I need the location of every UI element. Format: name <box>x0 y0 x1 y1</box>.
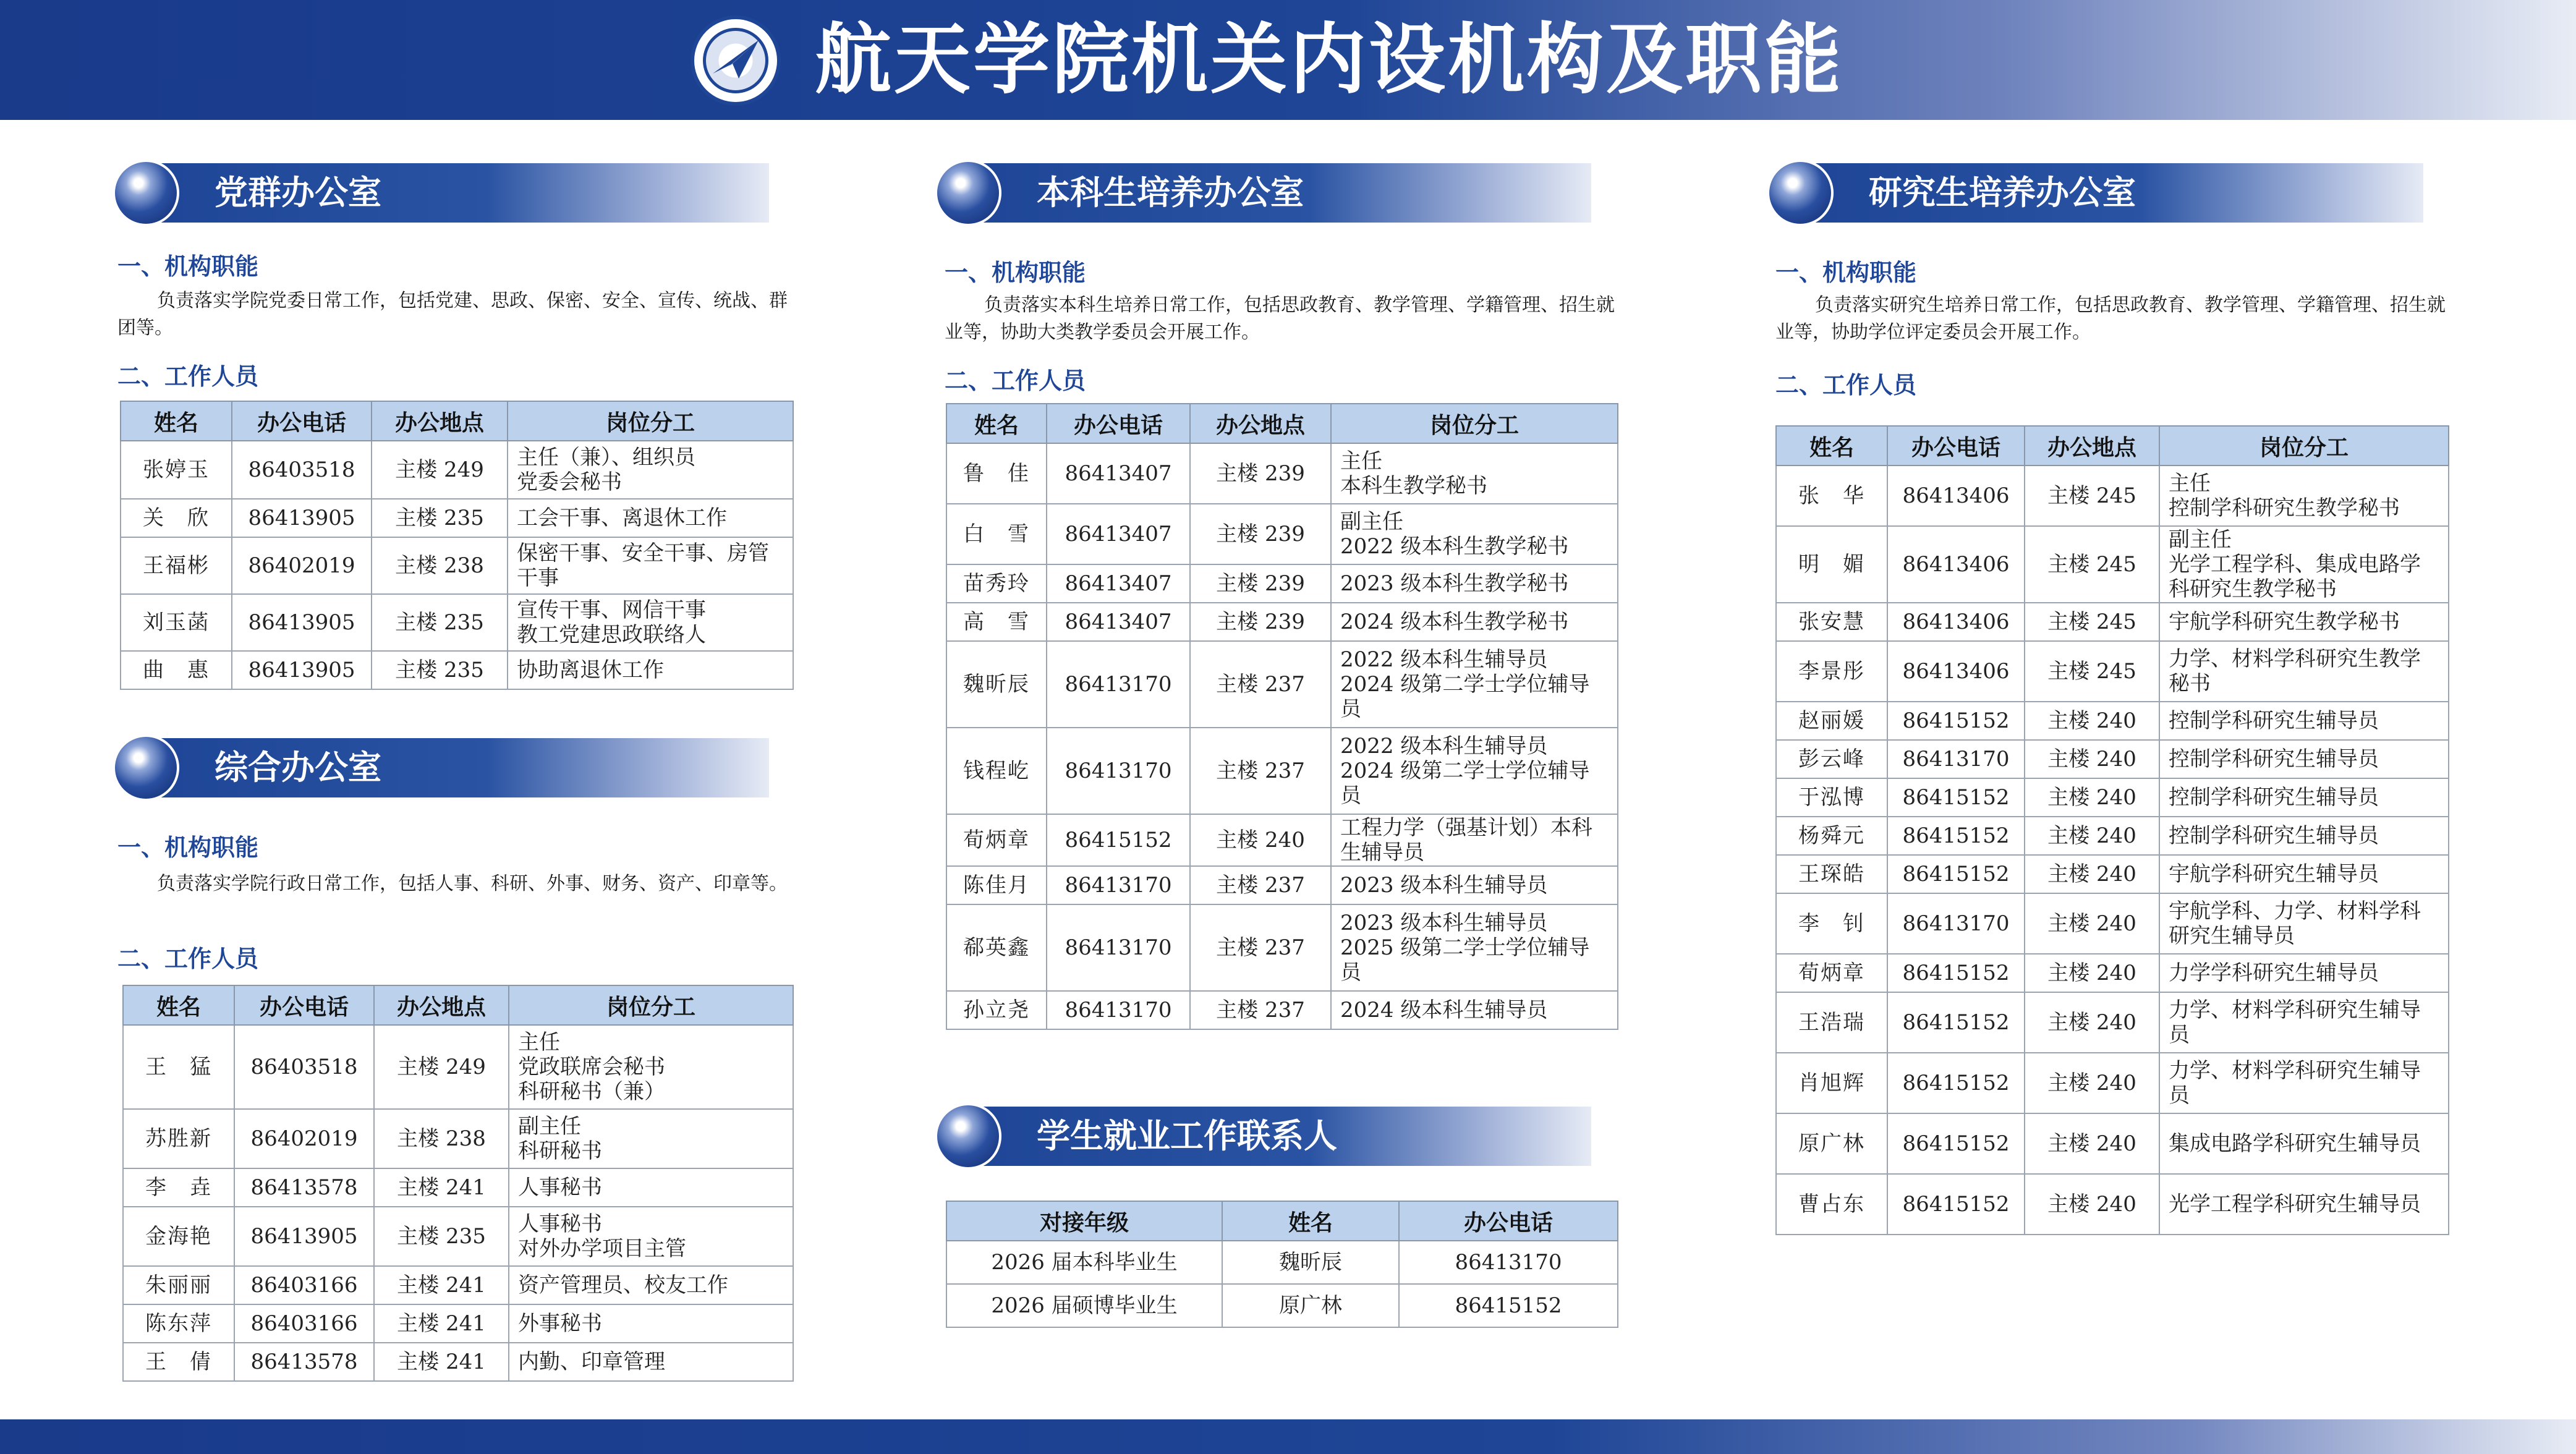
staff-table-general <box>122 985 794 1382</box>
table-row <box>1776 817 2449 855</box>
cell-name: 郗英鑫 <box>946 904 1047 991</box>
column-header: 办公电话 <box>1887 426 2025 466</box>
cell-phone: 86413905 <box>232 499 372 537</box>
column-header: 岗位分工 <box>508 401 793 441</box>
cell-room: 主楼 239 <box>1190 603 1331 641</box>
cell-duty: 2024 级本科生辅导员 <box>1331 991 1618 1029</box>
heading-function: 一、机构职能 <box>945 258 1086 286</box>
table-row <box>946 904 1618 991</box>
table-row <box>123 1025 793 1109</box>
cell-phone: 86413170 <box>1047 728 1190 814</box>
cell-name: 赵丽媛 <box>1776 702 1887 740</box>
cell-name: 荀炳章 <box>1776 954 1887 992</box>
cell-duty: 控制学科研究生辅导员 <box>2159 702 2449 740</box>
cell-duty: 2023 级本科生辅导员 <box>1331 866 1618 904</box>
column-header: 岗位分工 <box>1331 404 1618 443</box>
table-row <box>946 1284 1618 1327</box>
cell-name: 王 猛 <box>123 1025 234 1109</box>
cell-phone: 86402019 <box>232 537 372 594</box>
cell-name: 王浩瑞 <box>1776 992 1887 1053</box>
cell-duty: 宇航学科研究生教学秘书 <box>2159 603 2449 641</box>
cell-duty: 协助离退休工作 <box>508 651 793 689</box>
table-row <box>123 1168 793 1207</box>
cell-duty: 副主任 2022 级本科生教学秘书 <box>1331 504 1618 564</box>
table-row <box>121 651 793 689</box>
cell-room: 主楼 239 <box>1190 443 1331 504</box>
cell-phone: 86403518 <box>232 441 372 499</box>
cell-duty: 资产管理员、校友工作 <box>509 1266 793 1304</box>
cell-phone: 86413406 <box>1887 466 2025 526</box>
cell-name: 王 倩 <box>123 1343 234 1381</box>
table-row <box>123 1343 793 1381</box>
cell-room: 主楼 235 <box>372 651 508 689</box>
cell-phone: 86413170 <box>1887 740 2025 778</box>
cell-phone: 86413407 <box>1047 504 1190 564</box>
cell-room: 主楼 245 <box>2025 603 2159 641</box>
cell-duty: 内勤、印章管理 <box>509 1343 793 1381</box>
cell-room: 主楼 235 <box>372 499 508 537</box>
cell-name: 刘玉菡 <box>121 594 232 651</box>
cell-name: 高 雪 <box>946 603 1047 641</box>
cell-phone: 86413406 <box>1887 641 2025 702</box>
school-logo-icon <box>691 15 781 106</box>
cell-duty: 保密干事、安全干事、房管干事 <box>508 537 793 594</box>
table-row <box>946 728 1618 814</box>
cell-room: 主楼 245 <box>2025 466 2159 526</box>
table-row <box>946 603 1618 641</box>
table-row <box>1776 526 2449 603</box>
cell-name: 陈东萍 <box>123 1304 234 1343</box>
cell-phone: 86413407 <box>1047 443 1190 504</box>
staff-table-grad <box>1775 425 2449 1235</box>
cell-phone: 86403518 <box>234 1025 374 1109</box>
cell-duty: 副主任 科研秘书 <box>509 1109 793 1168</box>
table-row <box>1776 954 2449 992</box>
cell-room: 主楼 240 <box>1190 814 1331 866</box>
cell-duty: 人事秘书 <box>509 1168 793 1207</box>
cell-name: 张 华 <box>1776 466 1887 526</box>
table-row <box>123 1266 793 1304</box>
cell-name: 曹占东 <box>1776 1174 1887 1235</box>
cell-duty: 宇航学科、力学、材料学科研究生辅导员 <box>2159 893 2449 954</box>
heading-staff: 二、工作人员 <box>1775 371 1917 399</box>
function-text: 负责落实学院党委日常工作，包括党建、思政、保密、安全、宣传、统战、群团等。 <box>117 290 788 339</box>
cell-room: 主楼 249 <box>372 441 508 499</box>
cell-name: 肖旭辉 <box>1776 1053 1887 1113</box>
page-title: 航天学院机关内设机构及职能 <box>815 15 1844 104</box>
heading-staff: 二、工作人员 <box>945 367 1086 394</box>
sphere-icon <box>113 734 179 801</box>
table-row <box>946 641 1618 728</box>
cell-duty: 宣传干事、网信干事 教工党建思政联络人 <box>508 594 793 651</box>
banner-general-office <box>113 738 769 797</box>
table-row <box>1776 1174 2449 1235</box>
cell-grade: 2026 届硕博毕业生 <box>946 1284 1222 1327</box>
table-row <box>123 1207 793 1266</box>
staff-table-party <box>120 401 794 690</box>
cell-phone: 86413578 <box>234 1168 374 1207</box>
cell-phone: 86403166 <box>234 1266 374 1304</box>
cell-grade: 2026 届本科毕业生 <box>946 1241 1222 1284</box>
cell-duty: 工会干事、离退休工作 <box>508 499 793 537</box>
cell-room: 主楼 238 <box>372 537 508 594</box>
sphere-icon <box>113 159 179 226</box>
table-row <box>1776 603 2449 641</box>
cell-room: 主楼 241 <box>374 1304 509 1343</box>
section-title: 学生就业工作联系人 <box>1037 1116 1337 1155</box>
table-row <box>946 814 1618 866</box>
cell-room: 主楼 240 <box>2025 1174 2159 1235</box>
cell-room: 主楼 240 <box>2025 893 2159 954</box>
cell-phone: 86403166 <box>234 1304 374 1343</box>
cell-duty: 人事秘书 对外办学项目主管 <box>509 1207 793 1266</box>
cell-name: 陈佳月 <box>946 866 1047 904</box>
cell-room: 主楼 240 <box>2025 1113 2159 1174</box>
cell-name: 钱程屹 <box>946 728 1047 814</box>
cell-room: 主楼 240 <box>2025 954 2159 992</box>
cell-name: 李 钊 <box>1776 893 1887 954</box>
sphere-icon <box>935 159 1001 226</box>
cell-phone: 86415152 <box>1887 1053 2025 1113</box>
cell-room: 主楼 241 <box>374 1343 509 1381</box>
footer-bar <box>0 1419 2576 1454</box>
cell-duty: 控制学科研究生辅导员 <box>2159 778 2449 817</box>
cell-duty: 力学、材料学科研究生辅导员 <box>2159 992 2449 1053</box>
table-row <box>946 866 1618 904</box>
cell-name: 王琛皓 <box>1776 855 1887 893</box>
table-header-row <box>121 401 793 441</box>
table-header-row <box>946 404 1618 443</box>
cell-phone: 86413406 <box>1887 603 2025 641</box>
cell-room: 主楼 240 <box>2025 702 2159 740</box>
cell-room: 主楼 239 <box>1190 504 1331 564</box>
cell-duty: 控制学科研究生辅导员 <box>2159 817 2449 855</box>
cell-name: 张安慧 <box>1776 603 1887 641</box>
column-header: 姓名 <box>121 401 232 441</box>
table-row <box>1776 740 2449 778</box>
table-row <box>121 499 793 537</box>
cell-room: 主楼 237 <box>1190 728 1331 814</box>
cell-duty: 外事秘书 <box>509 1304 793 1343</box>
cell-duty: 力学、材料学科研究生辅导员 <box>2159 1053 2449 1113</box>
cell-room: 主楼 245 <box>2025 526 2159 603</box>
cell-phone: 86413170 <box>1399 1241 1618 1284</box>
employment-contact-table <box>946 1201 1618 1328</box>
cell-name: 杨舜元 <box>1776 817 1887 855</box>
section-title: 综合办公室 <box>215 748 381 787</box>
banner-grad-office <box>1767 163 2423 223</box>
sphere-icon <box>935 1103 1001 1170</box>
cell-phone: 86413905 <box>234 1207 374 1266</box>
cell-phone: 86415152 <box>1887 1113 2025 1174</box>
cell-room: 主楼 241 <box>374 1266 509 1304</box>
cell-name: 荀炳章 <box>946 814 1047 866</box>
cell-phone: 86402019 <box>234 1109 374 1168</box>
cell-name: 白 雪 <box>946 504 1047 564</box>
table-row <box>946 564 1618 603</box>
function-text: 负责落实研究生培养日常工作，包括思政教育、教学管理、学籍管理、招生就业等，协助学位评定委员会开展工作。 <box>1775 294 2446 343</box>
cell-name: 李景彤 <box>1776 641 1887 702</box>
cell-duty: 集成电路学科研究生辅导员 <box>2159 1113 2449 1174</box>
table-row <box>946 504 1618 564</box>
function-text: 负责落实本科生培养日常工作，包括思政教育、教学管理、学籍管理、招生就业等，协助大类教学委员会开展工作。 <box>945 294 1615 343</box>
cell-room: 主楼 240 <box>2025 778 2159 817</box>
cell-duty: 宇航学科研究生辅导员 <box>2159 855 2449 893</box>
section-title: 研究生培养办公室 <box>1869 173 2136 212</box>
cell-phone: 86415152 <box>1887 954 2025 992</box>
column-header: 姓名 <box>1776 426 1887 466</box>
column-header: 岗位分工 <box>2159 426 2449 466</box>
column-header: 办公地点 <box>374 985 509 1025</box>
cell-phone: 86415152 <box>1399 1284 1618 1327</box>
banner-party-office <box>113 163 769 223</box>
cell-room: 主楼 237 <box>1190 866 1331 904</box>
cell-phone: 86413170 <box>1047 866 1190 904</box>
table-row <box>123 1109 793 1168</box>
cell-room: 主楼 245 <box>2025 641 2159 702</box>
cell-name: 魏昕辰 <box>1222 1241 1399 1284</box>
heading-function: 一、机构职能 <box>1775 258 1917 286</box>
cell-phone: 86415152 <box>1887 817 2025 855</box>
cell-name: 关 欣 <box>121 499 232 537</box>
heading-staff: 二、工作人员 <box>117 945 259 972</box>
cell-duty: 2022 级本科生辅导员 2024 级第二学士学位辅导员 <box>1331 641 1618 728</box>
column-header: 办公地点 <box>1190 404 1331 443</box>
column-header: 办公电话 <box>1047 404 1190 443</box>
cell-room: 主楼 235 <box>372 594 508 651</box>
cell-duty: 力学、材料学科研究生教学秘书 <box>2159 641 2449 702</box>
cell-room: 主楼 240 <box>2025 817 2159 855</box>
cell-name: 李 垚 <box>123 1168 234 1207</box>
cell-room: 主楼 237 <box>1190 991 1331 1029</box>
staff-table-undergrad <box>946 403 1618 1030</box>
column-header: 办公电话 <box>234 985 374 1025</box>
cell-name: 苏胜新 <box>123 1109 234 1168</box>
column-header: 姓名 <box>1222 1201 1399 1241</box>
cell-name: 朱丽丽 <box>123 1266 234 1304</box>
column-header: 办公地点 <box>372 401 508 441</box>
cell-phone: 86413905 <box>232 594 372 651</box>
cell-room: 主楼 237 <box>1190 904 1331 991</box>
column-header: 办公电话 <box>232 401 372 441</box>
cell-duty: 主任 本科生教学秘书 <box>1331 443 1618 504</box>
cell-phone: 86413170 <box>1887 893 2025 954</box>
table-row <box>946 443 1618 504</box>
cell-phone: 86413170 <box>1047 904 1190 991</box>
cell-room: 主楼 240 <box>2025 1053 2159 1113</box>
table-row <box>1776 1053 2449 1113</box>
cell-duty: 副主任 光学工程学科、集成电路学科研究生教学秘书 <box>2159 526 2449 603</box>
cell-name: 金海艳 <box>123 1207 234 1266</box>
heading-staff: 二、工作人员 <box>117 362 259 390</box>
column-header: 姓名 <box>123 985 234 1025</box>
cell-duty: 2024 级本科生教学秘书 <box>1331 603 1618 641</box>
cell-phone: 86415152 <box>1887 778 2025 817</box>
cell-phone: 86415152 <box>1047 814 1190 866</box>
rocket-wing-icon <box>709 35 762 87</box>
cell-duty: 光学工程学科研究生辅导员 <box>2159 1174 2449 1235</box>
column-header: 岗位分工 <box>509 985 793 1025</box>
cell-name: 孙立尧 <box>946 991 1047 1029</box>
sphere-icon <box>1767 159 1834 226</box>
banner-employment-contacts <box>935 1107 1591 1166</box>
table-row <box>121 537 793 594</box>
cell-name: 于泓博 <box>1776 778 1887 817</box>
table-header-row <box>123 985 793 1025</box>
cell-duty: 主任 控制学科研究生教学秘书 <box>2159 466 2449 526</box>
cell-name: 魏昕辰 <box>946 641 1047 728</box>
table-header-row <box>946 1201 1618 1241</box>
table-row <box>1776 702 2449 740</box>
cell-phone: 86415152 <box>1887 1174 2025 1235</box>
table-row <box>1776 466 2449 526</box>
cell-room: 主楼 239 <box>1190 564 1331 603</box>
cell-duty: 工程力学（强基计划）本科生辅导员 <box>1331 814 1618 866</box>
cell-room: 主楼 249 <box>374 1025 509 1109</box>
heading-function: 一、机构职能 <box>117 833 259 861</box>
cell-phone: 86413578 <box>234 1343 374 1381</box>
cell-room: 主楼 240 <box>2025 740 2159 778</box>
cell-name: 明 媚 <box>1776 526 1887 603</box>
cell-duty: 力学学科研究生辅导员 <box>2159 954 2449 992</box>
cell-phone: 86413407 <box>1047 564 1190 603</box>
cell-phone: 86413170 <box>1047 991 1190 1029</box>
table-row <box>946 991 1618 1029</box>
cell-name: 曲 惠 <box>121 651 232 689</box>
cell-name: 苗秀玲 <box>946 564 1047 603</box>
table-row <box>1776 893 2449 954</box>
column-header: 办公电话 <box>1399 1201 1618 1241</box>
table-row <box>1776 855 2449 893</box>
cell-room: 主楼 237 <box>1190 641 1331 728</box>
cell-duty: 主任 党政联席会秘书 科研秘书（兼） <box>509 1025 793 1109</box>
cell-name: 彭云峰 <box>1776 740 1887 778</box>
cell-room: 主楼 235 <box>374 1207 509 1266</box>
heading-function: 一、机构职能 <box>117 252 259 280</box>
cell-phone: 86415152 <box>1887 992 2025 1053</box>
cell-duty: 2023 级本科生教学秘书 <box>1331 564 1618 603</box>
cell-phone: 86415152 <box>1887 702 2025 740</box>
column-header: 办公地点 <box>2025 426 2159 466</box>
table-row <box>121 594 793 651</box>
cell-room: 主楼 238 <box>374 1109 509 1168</box>
column-header: 姓名 <box>946 404 1047 443</box>
table-row <box>123 1304 793 1343</box>
cell-phone: 86413407 <box>1047 603 1190 641</box>
cell-name: 鲁 佳 <box>946 443 1047 504</box>
banner-undergrad-office <box>935 163 1591 223</box>
cell-room: 主楼 240 <box>2025 992 2159 1053</box>
section-title: 党群办公室 <box>215 173 381 212</box>
cell-name: 原广林 <box>1222 1284 1399 1327</box>
table-row <box>1776 992 2449 1053</box>
table-row <box>946 1241 1618 1284</box>
cell-duty: 2022 级本科生辅导员 2024 级第二学士学位辅导员 <box>1331 728 1618 814</box>
table-row <box>121 441 793 499</box>
column-header: 对接年级 <box>946 1201 1222 1241</box>
cell-name: 张婷玉 <box>121 441 232 499</box>
cell-duty: 2023 级本科生辅导员 2025 级第二学士学位辅导员 <box>1331 904 1618 991</box>
cell-name: 原广林 <box>1776 1113 1887 1174</box>
table-row <box>1776 778 2449 817</box>
cell-phone: 86413406 <box>1887 526 2025 603</box>
section-title: 本科生培养办公室 <box>1037 173 1304 212</box>
cell-room: 主楼 241 <box>374 1168 509 1207</box>
table-row <box>1776 641 2449 702</box>
cell-room: 主楼 240 <box>2025 855 2159 893</box>
cell-duty: 控制学科研究生辅导员 <box>2159 740 2449 778</box>
table-row <box>1776 1113 2449 1174</box>
function-text: 负责落实学院行政日常工作，包括人事、科研、外事、财务、资产、印章等。 <box>157 873 788 895</box>
cell-name: 王福彬 <box>121 537 232 594</box>
cell-phone: 86415152 <box>1887 855 2025 893</box>
cell-phone: 86413170 <box>1047 641 1190 728</box>
table-header-row <box>1776 426 2449 466</box>
cell-phone: 86413905 <box>232 651 372 689</box>
cell-duty: 主任（兼）、组织员 党委会秘书 <box>508 441 793 499</box>
